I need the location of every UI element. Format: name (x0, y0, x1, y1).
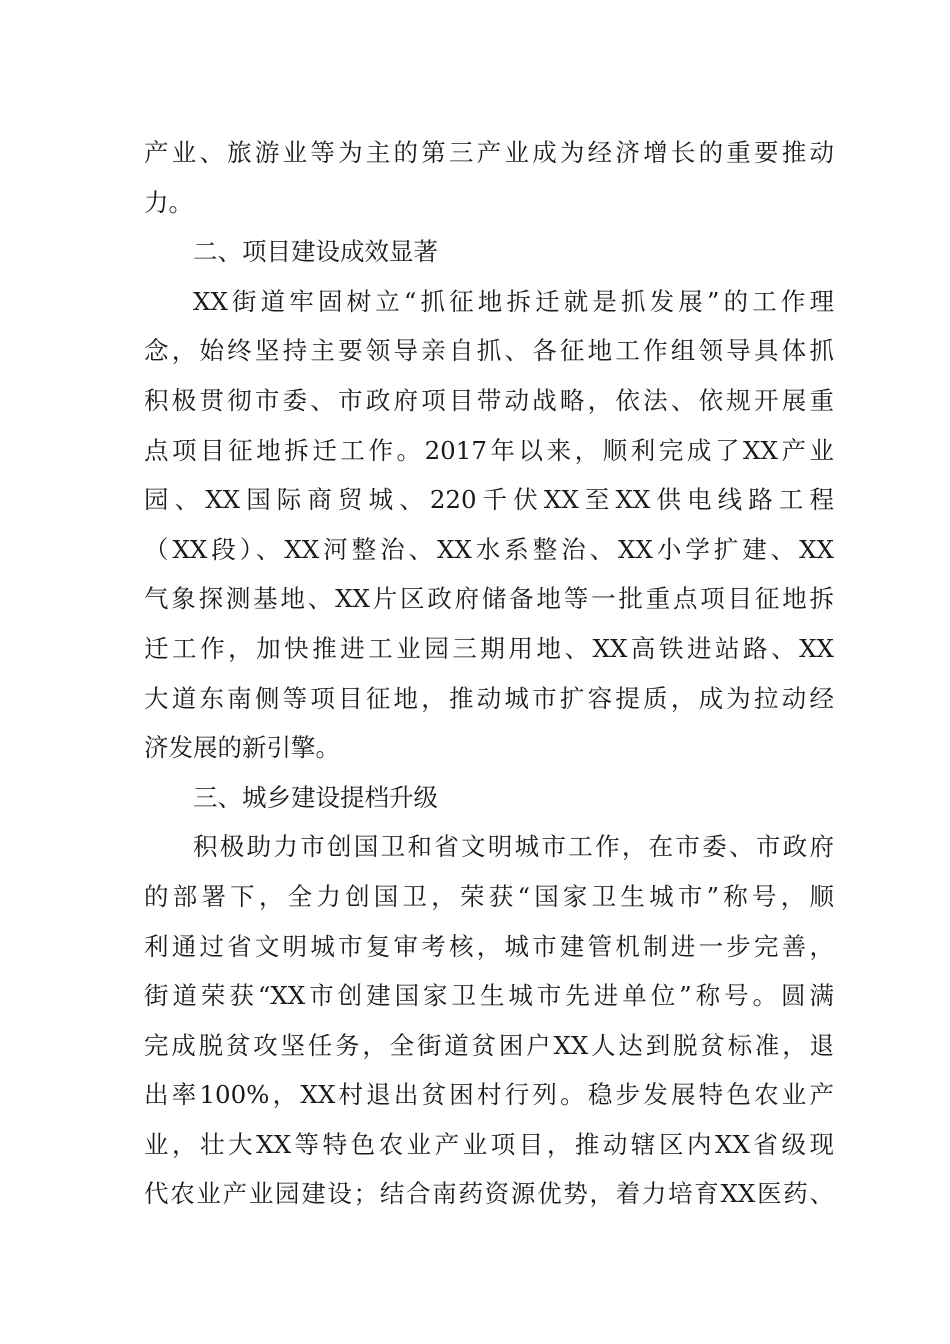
paragraph-line: 代农业产业园建设；结合南药资源优势，着力培育XX医药、 (144, 1179, 834, 1209)
paragraph-line: 利通过省文明城市复审考核，城市建管机制进一步完善， (144, 931, 834, 961)
paragraph-line: 积极助力市创国卫和省文明城市工作，在市委、市政府 (193, 832, 834, 862)
paragraph-line: 完成脱贫攻坚任务，全街道贫困户XX人达到脱贫标准，退 (144, 1030, 834, 1060)
paragraph-line: 念，始终坚持主要领导亲自抓、各征地工作组领导具体抓 (144, 336, 834, 366)
paragraph-line: 出率100%，XX村退出贫困村行列。稳步发展特色农业产 (144, 1080, 834, 1110)
paragraph-line: 济发展的新引擎。 (144, 733, 340, 763)
paragraph-line: XX街道牢固树立“抓征地拆迁就是抓发展”的工作理 (193, 286, 834, 316)
document-body (144, 128, 834, 1219)
paragraph-line: 气象探测基地、XX片区政府储备地等一批重点项目征地拆 (144, 584, 834, 614)
paragraph-line: 产业、旅游业等为主的第三产业成为经济增长的重要推动 (144, 138, 834, 167)
paragraph-line: （XX段）、XX河整治、XX水系整治、XX小学扩建、XX (144, 534, 834, 564)
paragraph-line: 业，壮大XX等特色农业产业项目，推动辖区内XX省级现 (144, 1129, 834, 1159)
paragraph-line: 积极贯彻市委、市政府项目带动战略，依法、依规开展重 (144, 385, 834, 415)
paragraph-line: 园、XX国际商贸城、220千伏XX至XX供电线路工程 (144, 485, 834, 515)
paragraph-line: 点项目征地拆迁工作。2017年以来，顺利完成了XX产业 (144, 435, 834, 465)
paragraph-line: 迁工作，加快推进工业园三期用地、XX高铁进站路、XX (144, 633, 834, 663)
section-heading: 三、城乡建设提档升级 (193, 782, 438, 812)
paragraph-line: 力。 (144, 187, 193, 217)
paragraph-line: 大道东南侧等项目征地，推动城市扩容提质，成为拉动经 (144, 683, 834, 713)
section-heading: 二、项目建设成效显著 (193, 237, 438, 267)
paragraph-line: 的部署下，全力创国卫，荣获“国家卫生城市”称号，顺 (144, 881, 834, 911)
paragraph-line: 街道荣获“XX市创建国家卫生城市先进单位”称号。圆满 (144, 981, 834, 1011)
